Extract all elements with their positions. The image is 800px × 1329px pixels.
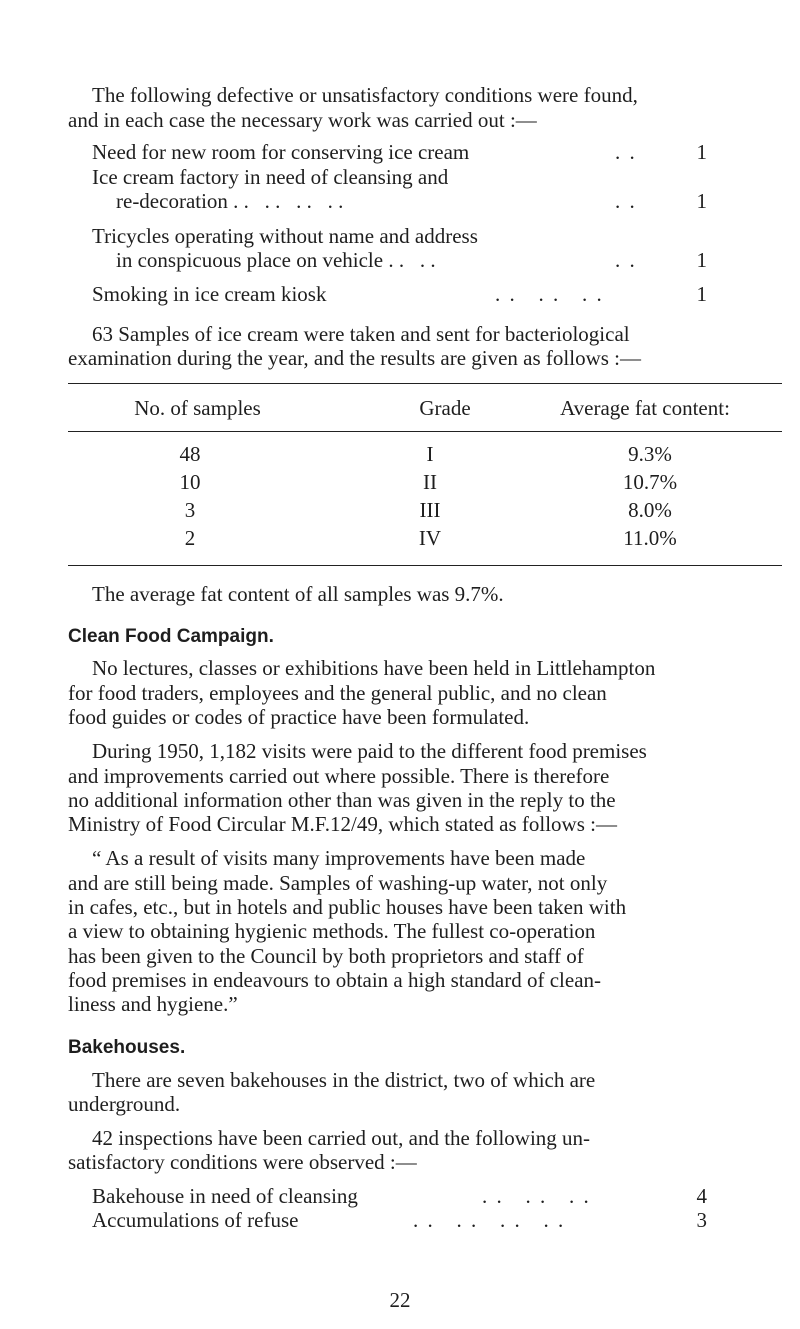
- cell-fat: 9.3%: [628, 442, 672, 466]
- leader-dots: . .: [615, 248, 637, 272]
- condition-label-cont: in conspicuous place on vehicle . . . .: [116, 248, 436, 272]
- condition-count: 1: [696, 189, 707, 213]
- condition-label: Smoking in ice cream kiosk: [92, 282, 327, 306]
- text-line: for food traders, employees and the general public, and no clean: [68, 681, 607, 705]
- cell-fat: 11.0%: [623, 526, 677, 550]
- leader-dots: . . . . . .: [495, 282, 604, 306]
- condition-count: 1: [696, 248, 707, 272]
- condition-label-cont: re-decoration . . . . . . . .: [116, 189, 344, 213]
- table-bottom-rule: [68, 565, 782, 566]
- cell-samples: 48: [179, 442, 201, 466]
- section-heading-bakehouses: Bakehouses.: [68, 1037, 186, 1058]
- text-line: liness and hygiene.”: [68, 992, 238, 1016]
- bakehouse-item-count: 4: [696, 1184, 707, 1208]
- column-header-fat: Average fat content:: [560, 396, 730, 420]
- condition-item: [92, 282, 707, 306]
- column-header-grade: Grade: [419, 396, 471, 420]
- text-line: There are seven bakehouses in the district, two of which are: [92, 1068, 596, 1092]
- text-line: No lectures, classes or exhibitions have been held in Littlehampton: [92, 656, 656, 680]
- cell-samples: 10: [179, 470, 201, 494]
- leader-dots: . .: [615, 189, 637, 213]
- text-line: a view to obtaining hygienic methods. The fullest co-operation: [68, 919, 596, 943]
- text-line: and improvements carried out where possible. There is therefore: [68, 764, 610, 788]
- text-line: has been given to the Council by both proprietors and staff of: [68, 944, 584, 968]
- bakehouse-item-label: Bakehouse in need of cleansing: [92, 1184, 358, 1208]
- condition-label: Need for new room for conserving ice cream: [92, 140, 470, 164]
- cell-fat: 10.7%: [622, 470, 678, 494]
- cell-grade: IV: [418, 526, 442, 550]
- cell-samples: 2: [184, 526, 196, 550]
- bakehouse-item-count: 3: [696, 1208, 707, 1232]
- bakehouse-item: [92, 1208, 707, 1232]
- bakehouse-item: [92, 1184, 707, 1208]
- intro-line-1: The following defective or unsatisfactory conditions were found,: [92, 83, 638, 107]
- cell-samples: 3: [184, 498, 196, 522]
- condition-count: 1: [696, 140, 707, 164]
- cell-grade: III: [419, 498, 441, 522]
- condition-label: Tricycles operating without name and address: [92, 224, 478, 248]
- table-top-rule: [68, 383, 782, 384]
- cell-grade: I: [426, 442, 434, 466]
- condition-item: [92, 224, 707, 272]
- intro-line-2: and in each case the necessary work was carried out :—: [68, 108, 537, 132]
- condition-item: [92, 140, 707, 164]
- condition-label: Ice cream factory in need of cleansing and: [92, 165, 449, 189]
- cell-fat: 8.0%: [628, 498, 672, 522]
- text-line: During 1950, 1,182 visits were paid to the different food premises: [92, 739, 647, 763]
- text-line: and are still being made. Samples of washing-up water, not only: [68, 871, 608, 895]
- leader-dots: . . . . . . . .: [413, 1208, 566, 1232]
- leader-dots: . . . . . .: [482, 1184, 591, 1208]
- text-line: underground.: [68, 1092, 181, 1116]
- column-header-samples: No. of samples: [134, 396, 261, 420]
- table-header-rule: [68, 431, 782, 432]
- text-line: food guides or codes of practice have been formulated.: [68, 705, 530, 729]
- leader-dots: . .: [615, 140, 637, 164]
- condition-item: [92, 165, 707, 213]
- cell-grade: II: [423, 470, 437, 494]
- condition-count: 1: [696, 282, 707, 306]
- samples-line-1: 63 Samples of ice cream were taken and sent for bacteriological: [92, 322, 630, 346]
- text-line: “ As a result of visits many improvements have been made: [92, 846, 586, 870]
- text-line: 42 inspections have been carried out, and the following un-: [92, 1126, 591, 1150]
- text-line: Ministry of Food Circular M.F.12/49, which stated as follows :—: [68, 812, 617, 836]
- text-line: food premises in endeavours to obtain a high standard of clean-: [68, 968, 602, 992]
- average-fat-line: The average fat content of all samples was 9.7%.: [92, 582, 504, 606]
- text-line: in cafes, etc., but in hotels and public houses have been taken with: [68, 895, 627, 919]
- text-line: satisfactory conditions were observed :—: [68, 1150, 417, 1174]
- page-number: 22: [389, 1288, 411, 1312]
- samples-line-2: examination during the year, and the results are given as follows :—: [68, 346, 641, 370]
- text-line: no additional information other than was given in the reply to the: [68, 788, 616, 812]
- bakehouse-item-label: Accumulations of refuse: [92, 1208, 299, 1232]
- section-heading-clean-food: Clean Food Campaign.: [68, 626, 274, 647]
